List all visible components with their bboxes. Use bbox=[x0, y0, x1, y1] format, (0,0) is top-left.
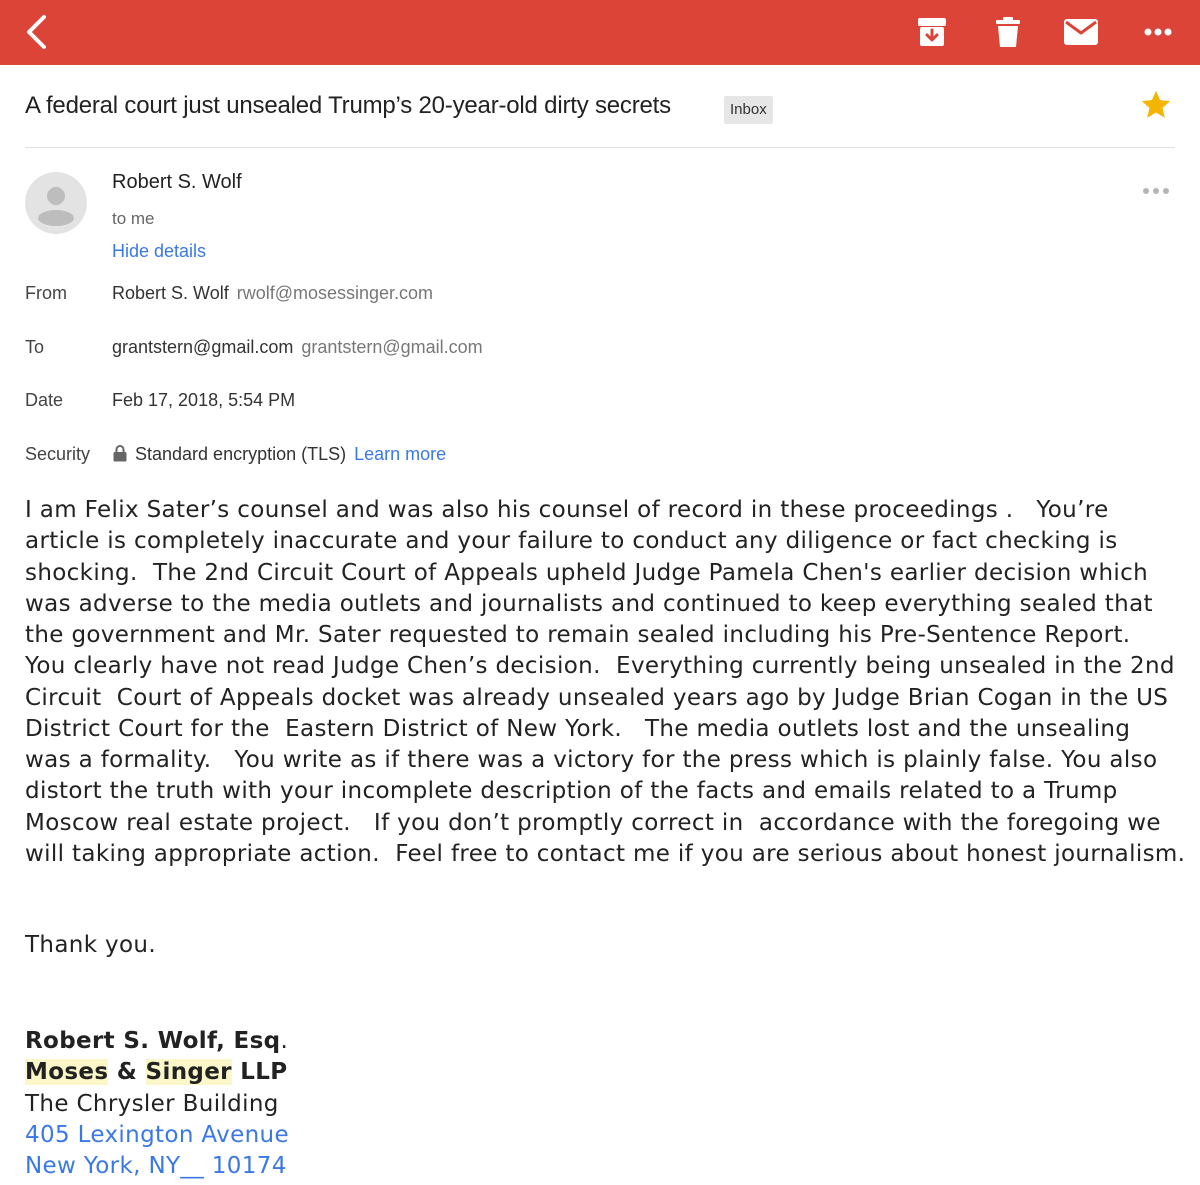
person-icon bbox=[25, 172, 87, 234]
detail-date-row bbox=[25, 390, 1125, 416]
archive-icon[interactable] bbox=[910, 10, 954, 54]
body-line: Moscow real estate project. If you don’t promptly correct in accordance with the foregoing we bbox=[25, 809, 1161, 836]
signature-name: Robert S. Wolf, Esq. bbox=[25, 1028, 289, 1054]
email-subject: A federal court just unsealed Trump’s 20-year-old dirty secrets bbox=[25, 92, 671, 119]
body-line: You clearly have not read Judge Chen’s decision. Everything currently being unsealed in the 2nd bbox=[25, 653, 1175, 680]
security-value bbox=[113, 444, 446, 465]
back-arrow-icon[interactable] bbox=[16, 10, 56, 54]
security-label: Security bbox=[25, 444, 91, 464]
to-value bbox=[112, 337, 483, 358]
body-line: article is completely inaccurate and your failure to conduct any diligence or fact checking is bbox=[25, 528, 1118, 555]
body-line: distort the truth with your incomplete description of the facts and emails related to a Trump bbox=[25, 778, 1118, 805]
from-email[interactable]: rwolf@mosessinger.com bbox=[236, 283, 434, 303]
firm-name-singer: Singer bbox=[145, 1059, 232, 1086]
to-label: To bbox=[25, 337, 45, 357]
signature-city-link[interactable]: New York, NY__ 10174 bbox=[25, 1153, 287, 1179]
inbox-label-badge[interactable]: Inbox bbox=[724, 96, 773, 124]
body-line: will taking appropriate action. Feel free to contact me if you are serious about honest journalism. bbox=[25, 840, 1186, 867]
lock-icon bbox=[113, 445, 127, 462]
signature-street-link[interactable]: 405 Lexington Avenue bbox=[25, 1121, 289, 1148]
recipient-summary: to me bbox=[112, 209, 155, 228]
more-horizontal-icon[interactable] bbox=[1136, 10, 1180, 54]
to-name: grantstern@gmail.com bbox=[112, 337, 294, 357]
detail-security-row bbox=[25, 444, 1125, 470]
to-email[interactable]: grantstern@gmail.com bbox=[301, 337, 483, 357]
learn-more-link[interactable]: Learn more bbox=[354, 444, 447, 464]
trash-icon[interactable] bbox=[986, 10, 1030, 54]
mail-icon[interactable] bbox=[1059, 10, 1103, 54]
date-label: Date bbox=[25, 390, 64, 410]
divider bbox=[25, 147, 1175, 148]
body-line: I am Felix Sater’s counsel and was also his counsel of record in these proceedings . You’re bbox=[25, 497, 1109, 523]
security-text: Standard encryption (TLS) bbox=[135, 444, 347, 464]
closing-line: Thank you. bbox=[25, 932, 156, 958]
from-name: Robert S. Wolf bbox=[112, 283, 229, 303]
body-line: was adverse to the media outlets and journalists and continued to keep everything sealed that bbox=[25, 590, 1153, 617]
signature-firm: Moses & Singer LLP bbox=[25, 1059, 288, 1086]
signature-building: The Chrysler Building bbox=[25, 1090, 279, 1117]
app-toolbar bbox=[0, 0, 1200, 65]
star-icon[interactable] bbox=[1139, 88, 1173, 122]
hide-details-link[interactable]: Hide details bbox=[112, 241, 207, 261]
body-line: was a formality. You write as if there was a victory for the press which is plainly false. You also bbox=[25, 747, 1158, 773]
detail-to-row bbox=[25, 337, 1125, 363]
body-line: District Court for the Eastern District of New York. The media outlets lost and the unsealing bbox=[25, 715, 1131, 742]
body-line: the government and Mr. Sater requested to remain sealed including his Pre-Sentence Report. bbox=[25, 622, 1131, 648]
body-line: Circuit Court of Appeals docket was already unsealed years ago by Judge Brian Cogan in the US bbox=[25, 684, 1169, 711]
date-value: Feb 17, 2018, 5:54 PM bbox=[112, 390, 296, 410]
detail-from-row bbox=[25, 283, 1125, 309]
message-body bbox=[25, 495, 1186, 870]
firm-name-moses: Moses bbox=[25, 1059, 109, 1086]
from-label: From bbox=[25, 283, 67, 303]
message-more-icon[interactable] bbox=[1136, 176, 1176, 206]
body-line: shocking. The 2nd Circuit Court of Appeals upheld Judge Pamela Chen's earlier decision which bbox=[25, 559, 1149, 586]
from-value bbox=[112, 283, 433, 304]
avatar[interactable] bbox=[25, 172, 87, 234]
signature-block bbox=[25, 1026, 289, 1182]
sender-name: Robert S. Wolf bbox=[112, 171, 242, 193]
subject-row bbox=[25, 88, 1175, 128]
